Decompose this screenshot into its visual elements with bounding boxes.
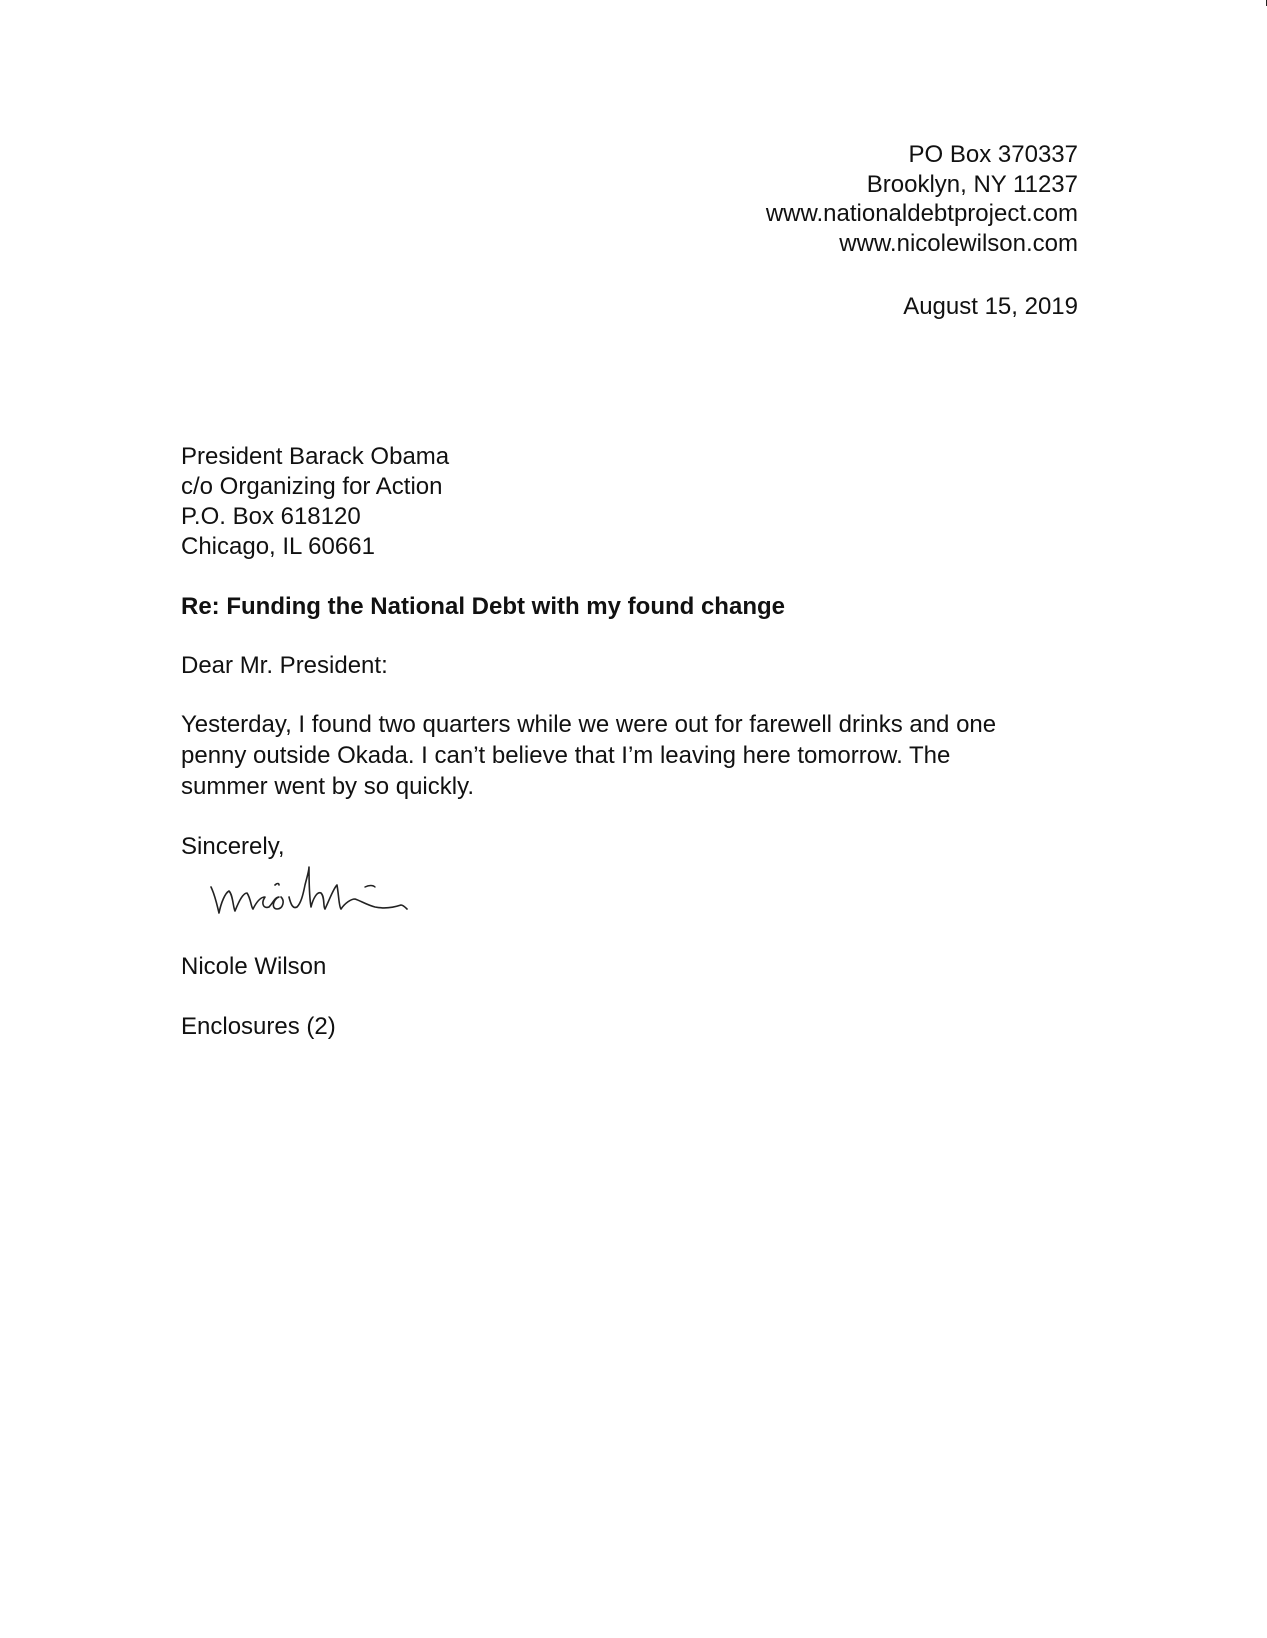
recipient-care-of: c/o Organizing for Action — [181, 473, 443, 500]
enclosures-note: Enclosures (2) — [181, 1013, 336, 1040]
recipient-name: President Barack Obama — [181, 443, 450, 470]
closing: Sincerely, — [181, 833, 285, 860]
sender-website-personal: www.nicolewilson.com — [839, 229, 1078, 257]
recipient-city-state-zip: Chicago, IL 60661 — [181, 533, 375, 560]
handwritten-signature — [205, 855, 485, 935]
salutation: Dear Mr. President: — [181, 652, 388, 679]
body-paragraph: Yesterday, I found two quarters while we were out for farewell drinks and one penny outside Okada. I can’t believe that I’m leaving here tomorrow. The summer went by so quickly. — [181, 711, 997, 800]
recipient-address-block — [181, 442, 449, 562]
sender-address-block — [766, 140, 1078, 258]
subject-line: Re: Funding the National Debt with my found change — [181, 593, 785, 620]
signer-name: Nicole Wilson — [181, 953, 327, 980]
sender-city-state-zip: Brooklyn, NY 11237 — [866, 170, 1078, 198]
letter-date: August 15, 2019 — [903, 293, 1078, 320]
recipient-po-box: P.O. Box 618120 — [181, 503, 361, 530]
sender-po-box: PO Box 370337 — [908, 141, 1078, 168]
sender-website-national-debt: www.nationaldebtproject.com — [765, 200, 1078, 227]
